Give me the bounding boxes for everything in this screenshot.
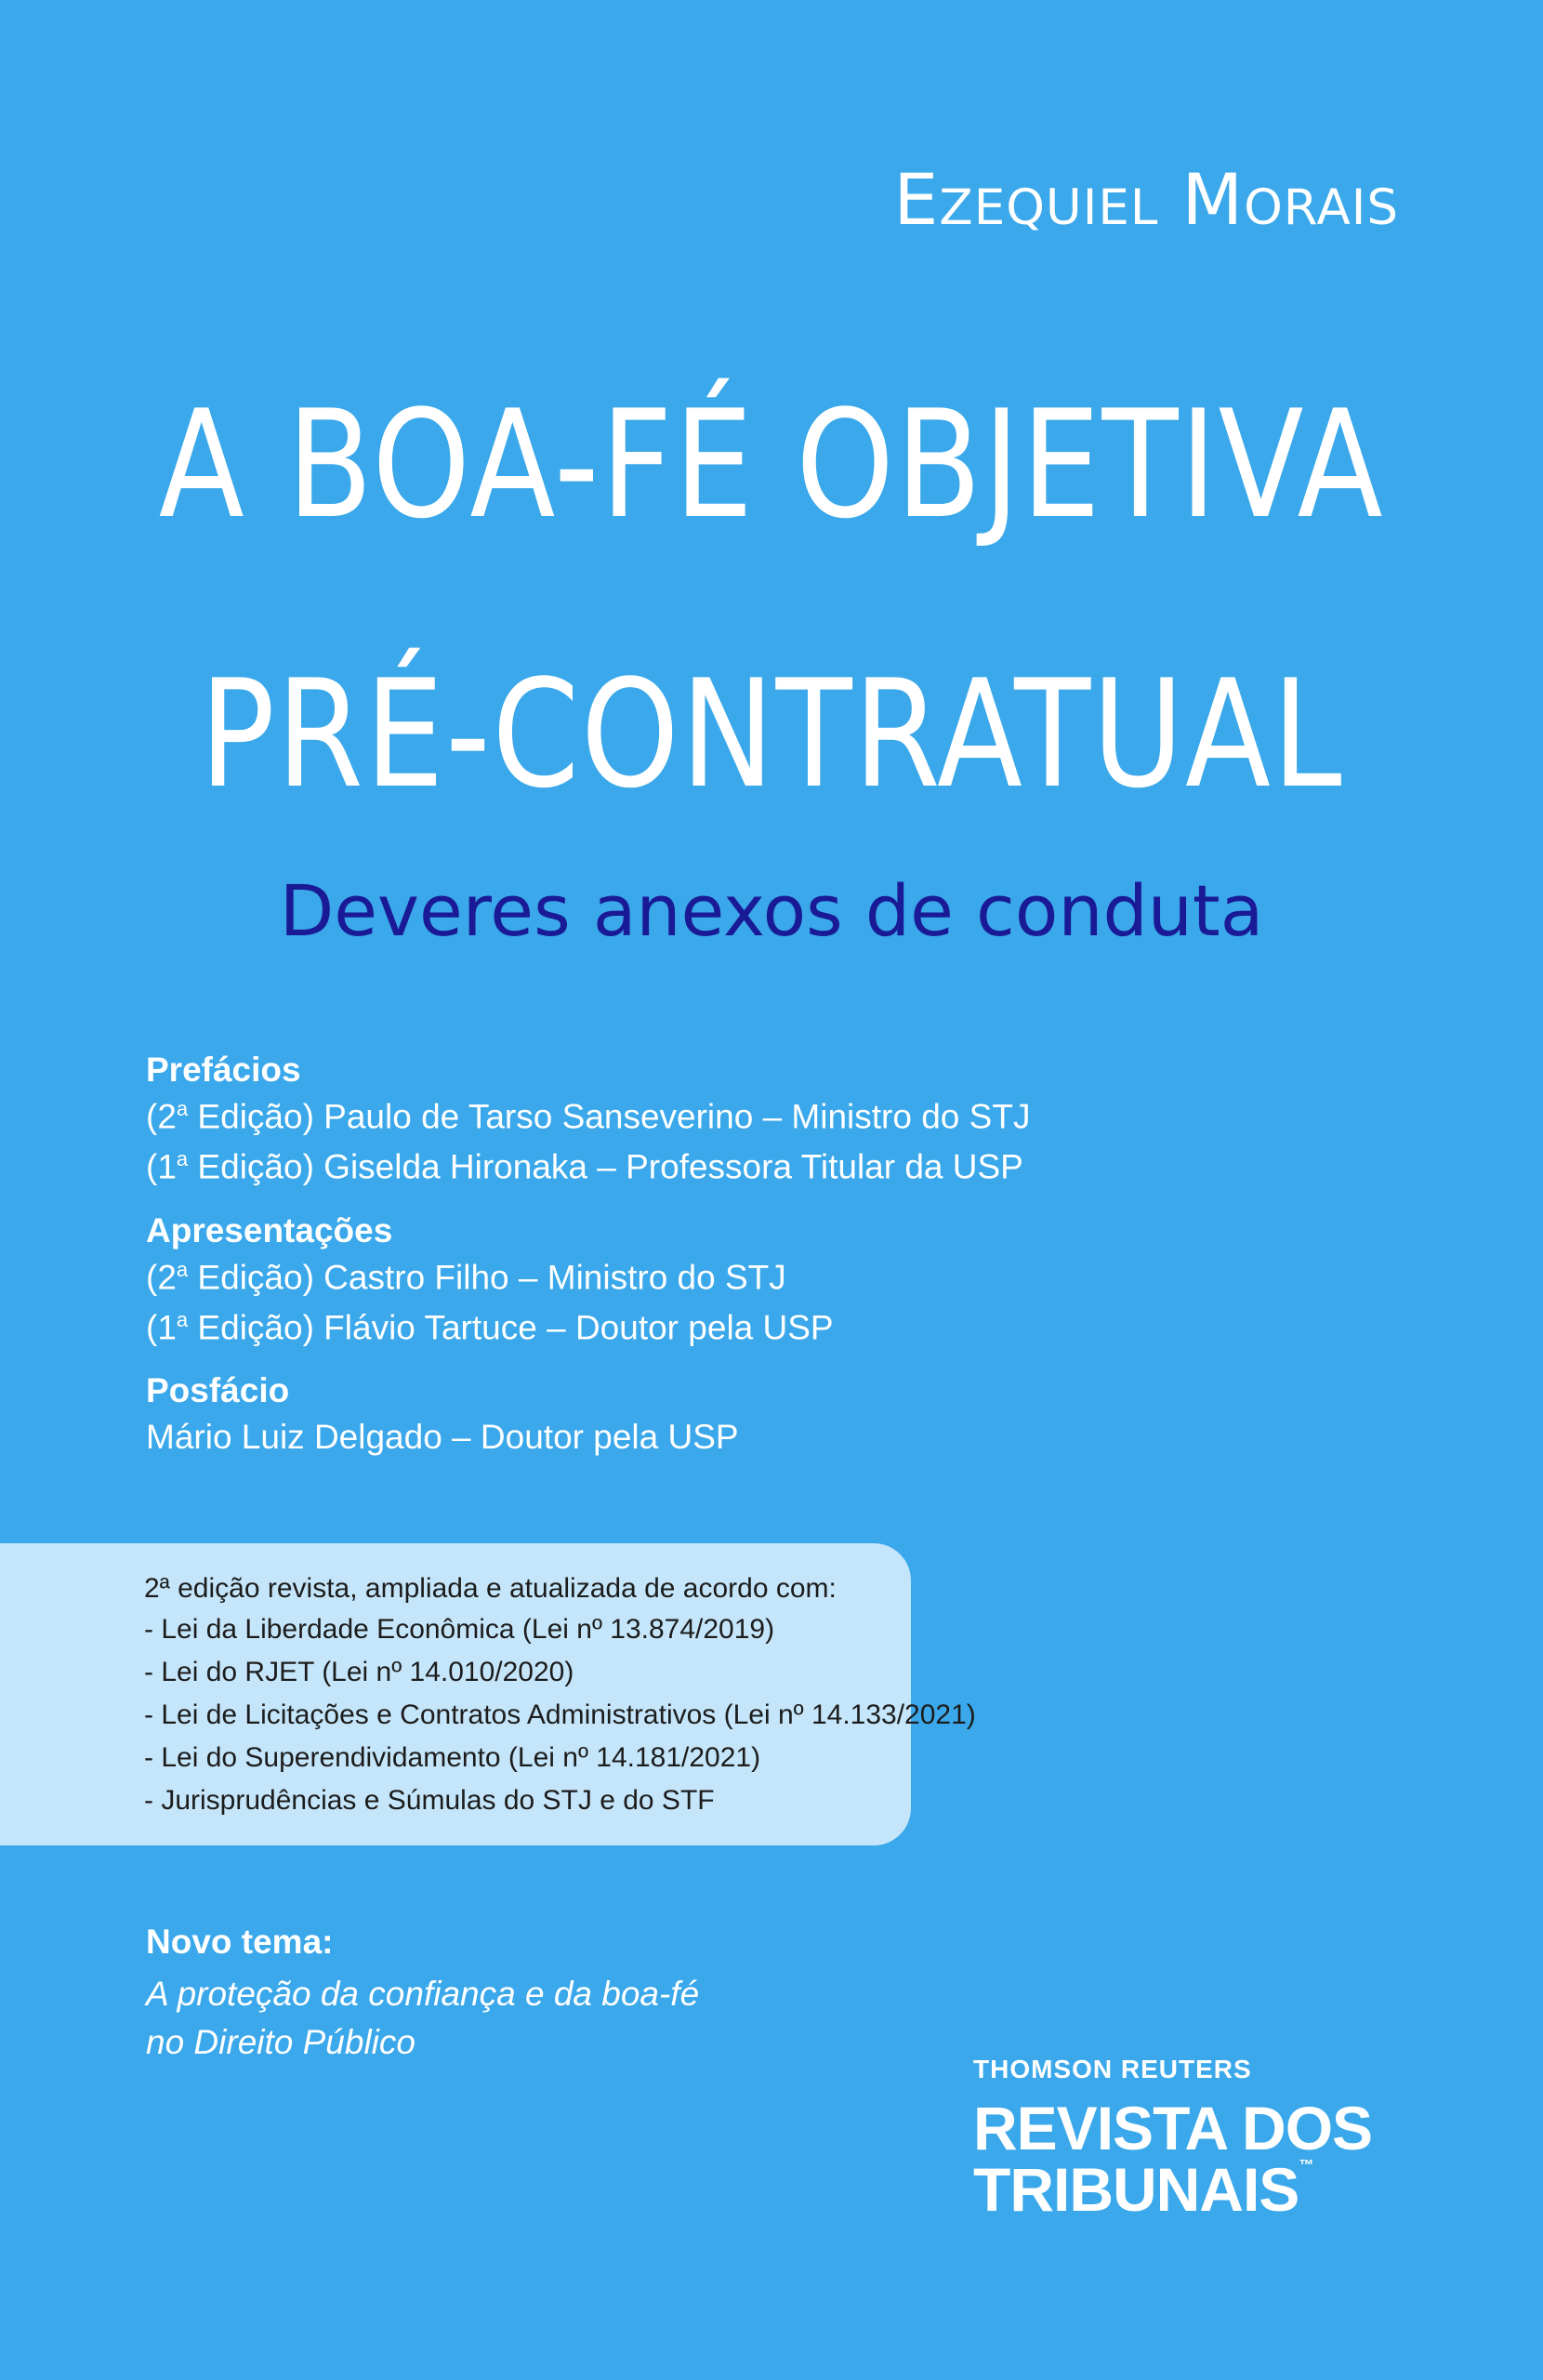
edition-number: 2 xyxy=(157,1257,177,1296)
title-line-1: A BOA-FÉ OBJETIVA xyxy=(158,377,1385,551)
edition-sup: a xyxy=(176,1147,189,1171)
prefacio-line: (1$^a$ Edição) Giselda Hironaka – Professora Titular da USP xyxy=(146,1147,1023,1186)
novo-tema-label: Novo tema: xyxy=(146,1923,334,1961)
edition-number: 1 xyxy=(157,1308,177,1347)
edition-box-item: - Jurisprudências e Súmulas do STJ e do STF xyxy=(144,1785,715,1816)
title-line-2: PRÉ-CONTRATUAL xyxy=(199,647,1344,821)
edition-sup: a xyxy=(176,1257,189,1281)
edition-box-item: - Lei da Liberdade Econômica (Lei nº 13.874/2019) xyxy=(144,1614,775,1645)
apresentacoes-heading: Apresentações xyxy=(146,1210,393,1250)
edition-word: Edição) xyxy=(188,1097,314,1136)
novo-tema-line-2: no Direito Público xyxy=(146,2023,415,2061)
credit-text: Castro Filho – Ministro do STJ xyxy=(313,1257,786,1296)
prefacios-group xyxy=(146,1051,1030,1187)
subtitle: Deveres anexos de conduta xyxy=(279,869,1264,952)
edition-word: Edição) xyxy=(188,1147,314,1186)
edition-number: 2 xyxy=(157,1097,177,1136)
publisher-name-line-1: REVISTA DOS xyxy=(973,2094,1373,2162)
credit-text: Paulo de Tarso Sanseverino – Ministro do STJ xyxy=(313,1097,1031,1136)
edition-word: Edição) xyxy=(188,1308,314,1347)
edition-box-item: - Lei de Licitações e Contratos Administrativos (Lei nº 14.133/2021) xyxy=(144,1699,976,1730)
credit-text: Giselda Hironaka – Professora Titular da USP xyxy=(313,1147,1023,1186)
credit-text: Flávio Tartuce – Doutor pela USP xyxy=(313,1308,834,1347)
edition-sup: a xyxy=(176,1307,189,1331)
trademark-symbol: ™ xyxy=(1299,2158,1313,2174)
apresentacoes-group xyxy=(146,1211,1030,1348)
apresentacao-line: (2$^a$ Edição) Castro Filho – Ministro do STJ xyxy=(146,1257,786,1296)
author-name: Ezequiel Morais xyxy=(893,158,1399,241)
publisher-name-text: TRIBUNAIS xyxy=(973,2155,1299,2224)
publisher-parent: THOMSON REUTERS xyxy=(973,2055,1252,2083)
edition-word: Edição) xyxy=(188,1257,314,1296)
novo-tema-line-1: A proteção da confiança e da boa-fé xyxy=(146,1975,700,2013)
novo-tema-section xyxy=(146,1923,699,2071)
publisher-name-line-2 xyxy=(973,2155,1372,2224)
edition-box-item: - Lei do Superendividamento (Lei nº 14.181/2021) xyxy=(144,1742,761,1773)
edition-info-box xyxy=(0,1543,976,1845)
edition-sup: a xyxy=(176,1097,189,1120)
edition-number: 1 xyxy=(157,1147,177,1186)
posfacio-line: Mário Luiz Delgado – Doutor pela USP xyxy=(146,1418,739,1457)
edition-box-heading: 2ª edição revista, ampliada e atualizada de acordo com: xyxy=(144,1573,837,1604)
publisher-logo xyxy=(973,2055,1373,2224)
apresentacao-line: (1$^a$ Edição) Flávio Tartuce – Doutor pela USP xyxy=(146,1307,834,1347)
prefacio-line: (2$^a$ Edição) Paulo de Tarso Sanseverino – Ministro do STJ xyxy=(146,1097,1031,1136)
posfacio-group xyxy=(146,1371,1030,1457)
posfacio-heading: Posfácio xyxy=(146,1371,290,1410)
credits-section xyxy=(146,1051,1030,1481)
edition-box-item: - Lei do RJET (Lei nº 14.010/2020) xyxy=(144,1657,574,1687)
prefacios-heading: Prefácios xyxy=(146,1051,301,1089)
